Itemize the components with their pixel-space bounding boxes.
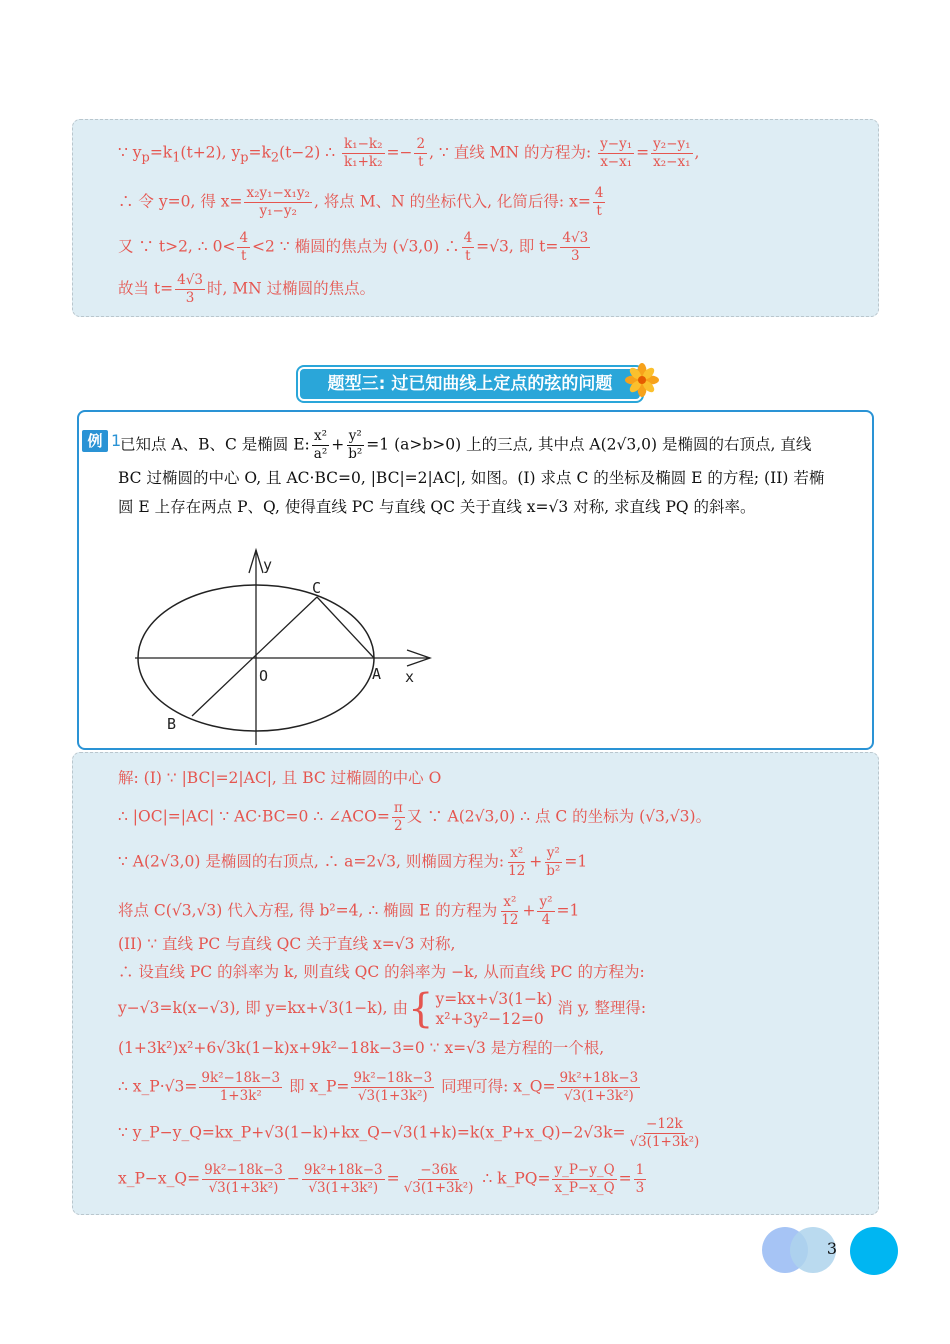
example-number: 1 bbox=[111, 431, 122, 450]
label-b: B bbox=[167, 715, 177, 733]
top-solution-line-1: ∵ $y_p=k_1(t+2)$, $y_p=k_2(t-2)$ ∴ $\frac{\text{k₁−k₂}}{\text{k₁+k₂}}$ =− $\frac{2}{t}$ , ∵ 直线 MN 的方程为: $\frac{\text{y−y₁}}{\text{x−x₁}}$ = $\frac{\text{y₂−y₁}}{\text{x₂−x₁}}$ , bbox=[118, 136, 700, 170]
solution-line-6: ∴ 设直线 PC 的斜率为 k, 则直线 QC 的斜率为 −k, 从而直线 PC 的方程为: bbox=[118, 963, 645, 981]
ellipse-figure bbox=[125, 545, 445, 745]
solution-line-4: 将点 C(√3,√3) 代入方程, 得 b²=4, ∴ 椭圆 E 的方程为 $\frac{\text{x²}}{12}$ + $\frac{\text{y²}}{4}$ =1 bbox=[118, 894, 580, 928]
solution-line-8: (1+3k²)x²+6√3k(1−k)x+9k²−18k−3=0 ∵ x=√3 是方程的一个根, bbox=[118, 1039, 605, 1057]
label-x: x bbox=[405, 668, 415, 686]
example-line-3: 圆 E 上存在两点 P、Q, 使得直线 PC 与直线 QC 关于直线 x=√3 对称, 求直线 PQ 的斜率。 bbox=[118, 498, 756, 516]
label-y: y bbox=[263, 556, 273, 574]
top-solution-line-3: 又 ∵ t>2, ∴ 0< $\frac{4}{t}$ <2 ∵ 椭圆的焦点为 (√3,0) ∴ $\frac{4}{t}$ =√3, 即 t= $\frac{4√3}{3}$ bbox=[118, 230, 589, 264]
top-solution-line-2: ∴ 令 y=0, 得 x= $\frac{\text{x₂y₁−x₁y₂}}{\text{y₁−y₂}}$ , 将点 M、N 的坐标代入, 化简后得: x= $\frac{4}{t}$ bbox=[118, 185, 604, 219]
solution-line-7: y−√3=k(x−√3), 即 y=kx+√3(1−k), 由 { y=kx+√3(1−k) x²+3y²−12=0 消 y, 整理得: bbox=[118, 986, 647, 1032]
solution-line-1: 解: (I) ∵ |BC|=2|AC|, 且 BC 过椭圆的中心 O bbox=[118, 769, 442, 787]
label-a: A bbox=[372, 665, 382, 683]
solution-line-2: ∴ |OC|=|AC| ∵ AC·BC=0 ∴ ∠ACO= $\frac{\pi}{2}$ 又 ∵ A(2√3,0) ∴ 点 C 的坐标为 (√3,√3)。 bbox=[118, 800, 712, 834]
label-o: O bbox=[259, 667, 269, 685]
page-number: 3 bbox=[826, 1239, 838, 1258]
decor-circle-right bbox=[850, 1227, 898, 1275]
top-solution-line-4: 故当 t= $\frac{4√3}{3}$ 时, MN 过椭圆的焦点。 bbox=[118, 272, 376, 306]
solution-line-10: ∵ y_P−y_Q=kx_P+√3(1−k)+kx_Q−√3(1+k)=k(x_P+x_Q)−2√3k= $\frac{-12k}{\text{√3(1+3k²)}}$ bbox=[118, 1116, 700, 1150]
section-banner: 题型三: 过已知曲线上定点的弦的问题 bbox=[298, 367, 642, 401]
example-line-2: BC 过椭圆的中心 O, 且 AC·BC=0, |BC|=2|AC|, 如图。(I) 求点 C 的坐标及椭圆 E 的方程; (II) 若椭 bbox=[118, 469, 825, 487]
example-tag: 例 bbox=[82, 430, 108, 452]
solution-line-3: ∵ A(2√3,0) 是椭圆的右顶点, ∴ a=2√3, 则椭圆方程为: $\frac{\text{x²}}{12}$ + $\frac{\text{y²}}{\text{b²}}$ =1 bbox=[118, 845, 588, 879]
solution-line-9: ∴ x_P·√3= $\frac{\text{9k²−18k−3}}{\text{1+3k²}}$ 即 x_P= $\frac{\text{9k²−18k−3}}{\text{√3(1+3k²)}}$ 同理可得: x_Q= $\frac{\text{9k²+18k−3}}{\text{√3(1+3k²)}}$ bbox=[118, 1070, 639, 1104]
solution-line-5: (II) ∵ 直线 PC 与直线 QC 关于直线 x=√3 对称, bbox=[118, 935, 456, 953]
example-line-1: 已知点 A、B、C 是椭圆 E: $\frac{\text{x²}}{\text{a²}}$ + $\frac{\text{y²}}{\text{b²}}$ =1 (a>b>0) 上的三点, 其中点 A(2√3,0) 是椭圆的右顶点, 直线 bbox=[120, 428, 812, 462]
solution-line-11: x_P−x_Q= $\frac{\text{9k²−18k−3}}{\text{√3(1+3k²)}}$ − $\frac{\text{9k²+18k−3}}{\text{√3(1+3k²)}}$ = $\frac{-36k}{\text{√3(1+3k²)}}$ ∴ k_PQ= $\frac{y\_P-y\_Q}{x\_P-x\_Q}$ = $\frac{1}{3}$ bbox=[118, 1162, 645, 1196]
label-c: C bbox=[312, 579, 322, 597]
flower-icon bbox=[622, 360, 662, 400]
